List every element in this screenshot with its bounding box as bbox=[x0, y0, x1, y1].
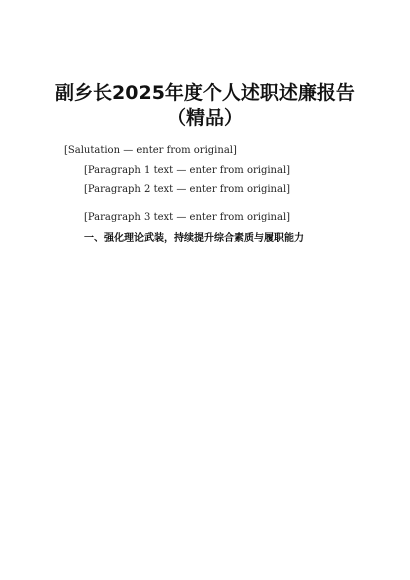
section-heading: 一、强化理论武装，持续提升综合素质与履职能力 bbox=[84, 233, 304, 245]
salutation: [Salutation — enter from original] bbox=[64, 145, 237, 156]
document-title-suffix: （精品） bbox=[166, 107, 243, 129]
document-body bbox=[64, 141, 354, 249]
body-paragraph: [Paragraph 2 text — enter from original] bbox=[84, 184, 291, 196]
body-paragraph: [Paragraph 1 text — enter from original] bbox=[84, 164, 291, 176]
body-paragraph: [Paragraph 3 text — enter from original] bbox=[84, 211, 291, 223]
document-title: 副乡长2025年度个人述职述廉报告 bbox=[55, 82, 355, 104]
